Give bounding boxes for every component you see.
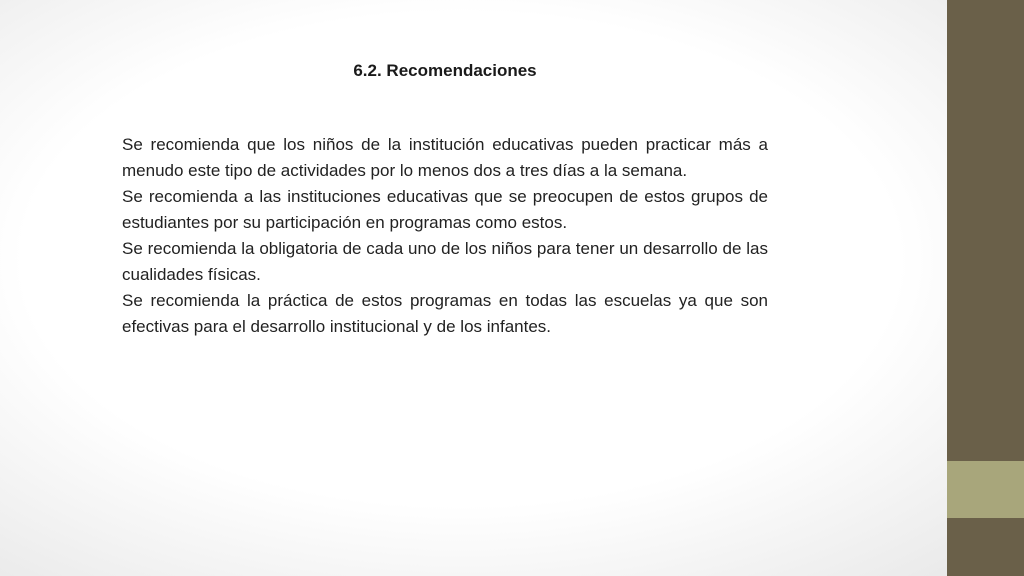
recommendation-paragraph-4: Se recomienda la práctica de estos programas en todas las escuelas ya que son efectivas para el desarrollo institucional y de los infantes. [122,291,768,336]
recommendation-paragraph-1: Se recomienda que los niños de la institución educativas pueden practicar más a menudo este tipo de actividades por lo menos dos a tres días a la semana. [122,135,768,180]
recommendation-paragraph-2: Se recomienda a las instituciones educativas que se preocupen de estos grupos de estudiantes por su participación en programas como estos. [122,187,768,232]
slide-title: 6.2. Recomendaciones [353,61,537,80]
side-accent-block [947,461,1024,518]
slide-body [122,132,768,340]
recommendation-paragraph-3: Se recomienda la obligatoria de cada uno de los niños para tener un desarrollo de las cualidades físicas. [122,239,768,284]
